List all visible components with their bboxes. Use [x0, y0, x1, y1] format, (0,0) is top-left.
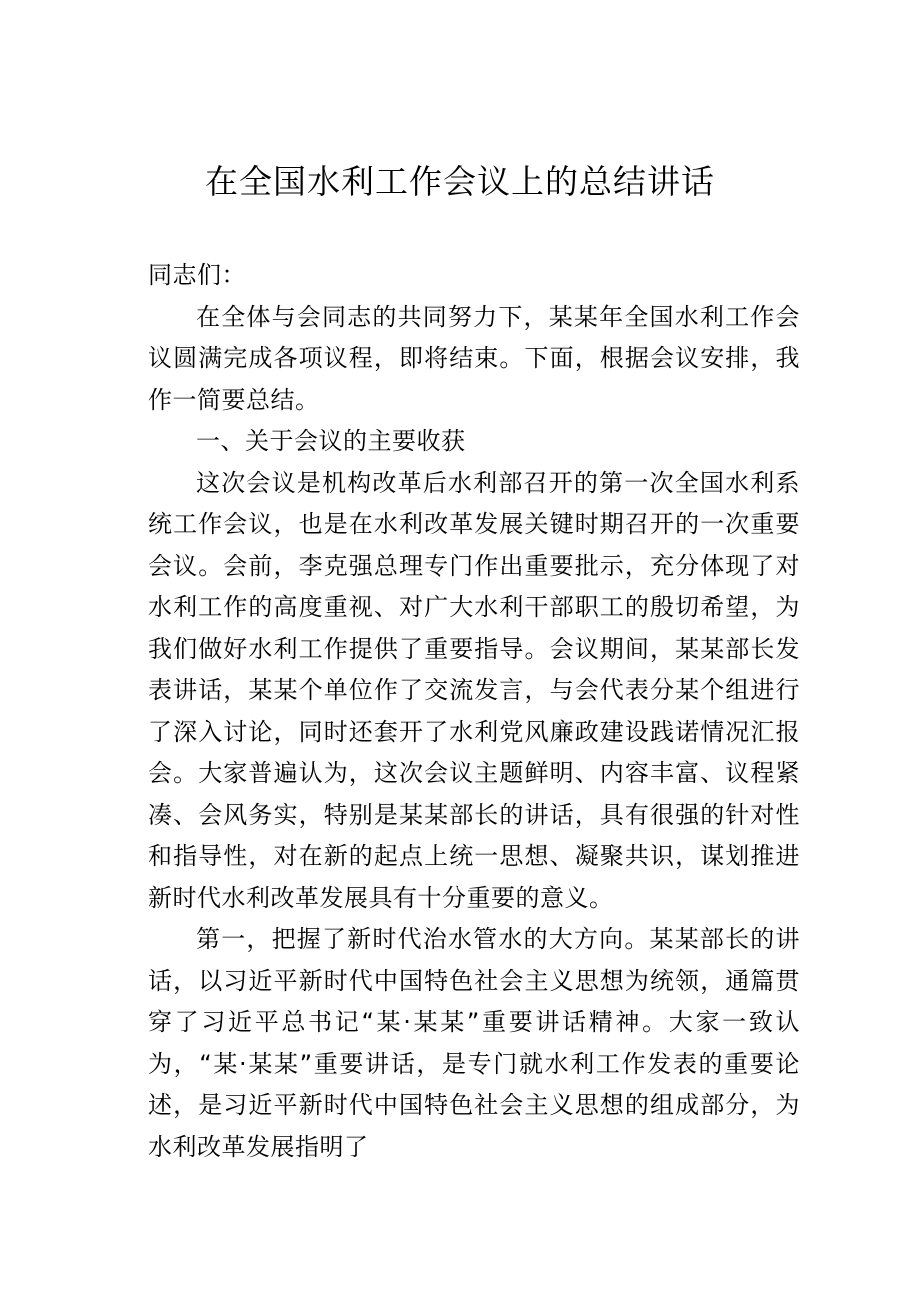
document-title: 在全国水利工作会议上的总结讲话 [205, 162, 715, 201]
paragraph: 这次会议是机构改革后水利部召开的第一次全国水利系统工作会议，也是在水利改革发展关键时期召开的一次重要会议。会前，李克强总理专门作出重要批示，充分体现了对水利工作的高度重视、对广大水利干部职工的殷切希望，为我们做好水利工作提供了重要指导。会议期间，某某部长发表讲话，某某个单位作了交流发言，与会代表分某个组进行了深入讨论，同时还套开了水利党风廉政建设践诺情况汇报会。大家普遍认为，这次会议主题鲜明、内容丰富、议程紧凑、会风务实，特别是某某部长的讲话，具有很强的针对性和指导性，对在新的起点上统一思想、凝聚共识，谋划推进新时代水利改革发展具有十分重要的意义。 [148, 468, 800, 912]
salutation: 同志们： [148, 261, 246, 289]
section-heading: 一、关于会议的主要收获 [196, 427, 466, 455]
paragraph: 第一，把握了新时代治水管水的大方向。某某部长的讲话，以习近平新时代中国特色社会主义思想为统领，通篇贯穿了习近平总书记“某·某某”重要讲话精神。大家一致认为，“某·某某”重要讲话，是专门就水利工作发表的重要论述，是习近平新时代中国特色社会主义思想的组成部分，为水利改革发展指明了 [148, 925, 800, 1161]
document-body [148, 255, 800, 1168]
paragraph: 在全体与会同志的共同努力下，某某年全国水利工作会议圆满完成各项议程，即将结束。下面，根据会议安排，我作一简要总结。 [148, 302, 800, 414]
